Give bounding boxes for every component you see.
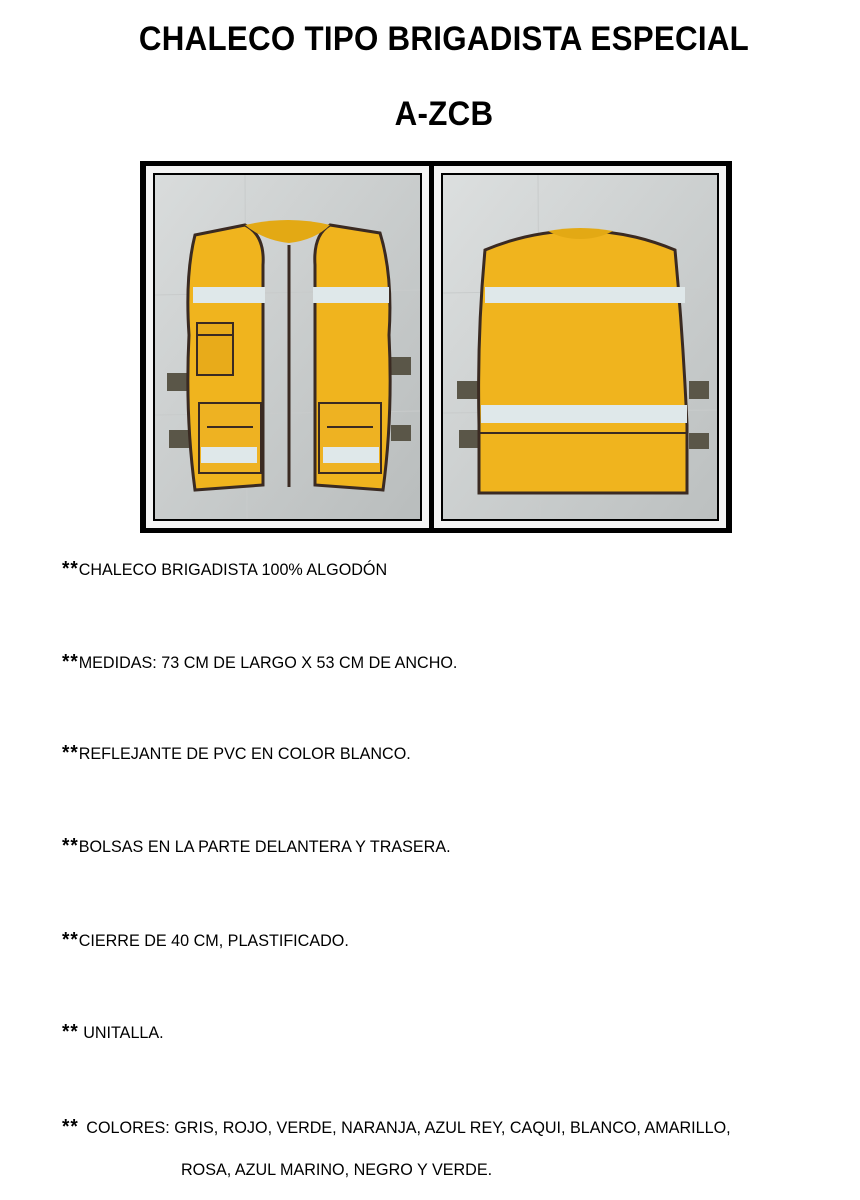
spec-text: BOLSAS EN LA PARTE DELANTERA Y TRASERA. [78, 837, 451, 856]
spec-bullet: ** [62, 558, 79, 580]
spec-text: CHALECO BRIGADISTA 100% ALGODÓN [78, 560, 388, 579]
spec-item-material [62, 558, 387, 581]
product-photo-frame [140, 161, 732, 533]
spec-text: MEDIDAS: 73 CM DE LARGO X 53 CM DE ANCHO. [78, 653, 458, 672]
spec-item-colors [62, 1116, 731, 1139]
vest-back-photo [434, 166, 726, 528]
spec-text: UNITALLA. [83, 1023, 164, 1042]
page-title-model: A-ZCB [394, 95, 494, 133]
spec-bullet: ** [62, 835, 79, 857]
spec-item-size [62, 1021, 164, 1044]
vest-front-image [155, 175, 420, 519]
spec-item-pockets [62, 835, 451, 858]
vest-front-photo [146, 166, 429, 528]
spec-bullet: ** [62, 929, 79, 951]
spec-item-zipper [62, 929, 349, 952]
spec-bullet: ** [62, 651, 79, 673]
spec-text: REFLEJANTE DE PVC EN COLOR BLANCO. [78, 744, 411, 763]
page-title-line1: CHALECO TIPO BRIGADISTA ESPECIAL [138, 20, 750, 58]
vest-back-image [443, 175, 717, 519]
spec-bullet: ** [62, 742, 79, 764]
spec-item-dimensions [62, 651, 457, 674]
spec-colors-continuation: ROSA, AZUL MARINO, NEGRO Y VERDE. [181, 1160, 493, 1179]
spec-text: COLORES: GRIS, ROJO, VERDE, NARANJA, AZUL REY, CAQUI, BLANCO, AMARILLO, [86, 1118, 731, 1137]
spec-bullet: ** [62, 1021, 79, 1043]
spec-text: CIERRE DE 40 CM, PLASTIFICADO. [78, 931, 349, 950]
spec-item-reflective [62, 742, 411, 765]
spec-bullet: ** [62, 1116, 79, 1138]
